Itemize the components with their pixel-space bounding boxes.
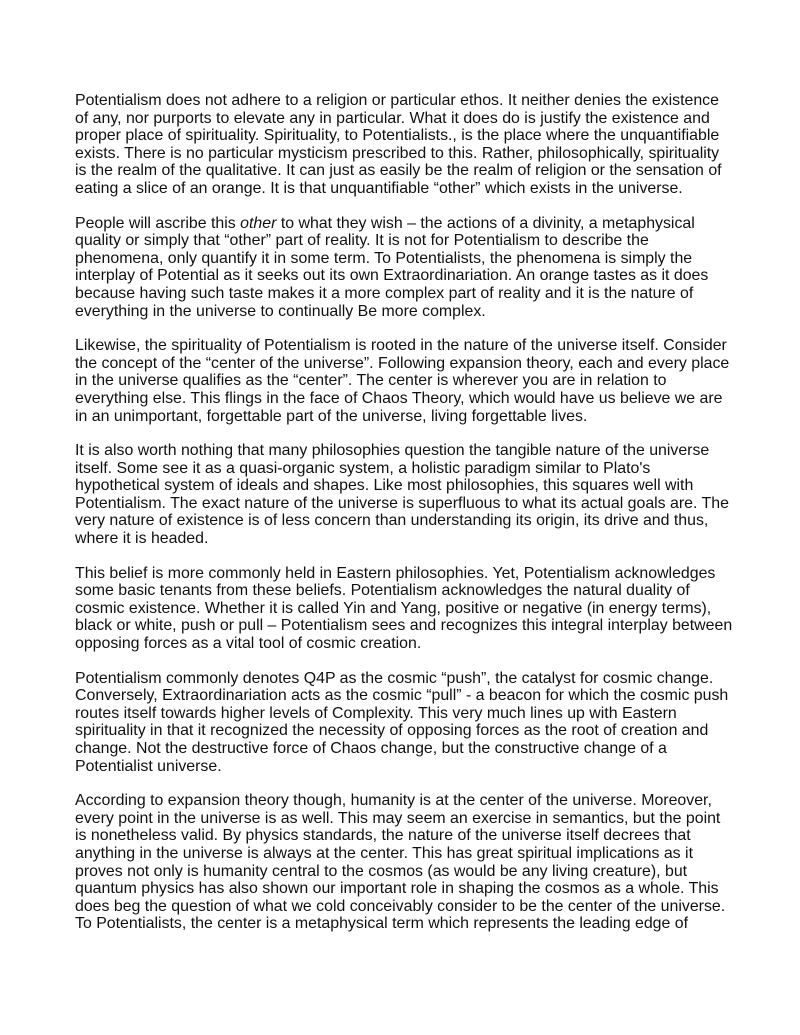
text-line: exists. There is no particular mysticism prescribed to this. Rather, philosophically, spirituality	[75, 144, 720, 162]
text-line: every point in the universe is as well. This may seem an exercise in semantics, but the point	[75, 809, 721, 827]
text-line: It is also worth nothing that many philosophies question the tangible nature of the universe	[75, 442, 710, 460]
text-line: phenomena, only quantify it in some term. To Potentialists, the phenomena is simply the	[75, 249, 693, 267]
text-line: This belief is more commonly held in Eastern philosophies. Yet, Potentialism acknowledges	[75, 564, 716, 582]
paragraph-5	[75, 564, 733, 653]
paragraph-7	[75, 792, 730, 933]
paragraph-6	[75, 670, 730, 776]
text-line: is the realm of the qualitative. It can just as easily be the realm of religion or the sensation of	[75, 162, 722, 180]
text-line: change. Not the destructive force of Chaos change, but the constructive change of a	[75, 740, 667, 757]
text-line: quantum physics has also shown our important role in shaping the cosmos as a whole. This	[75, 880, 719, 898]
text-line: According to expansion theory though, humanity is at the center of the universe. Moreover,	[75, 792, 712, 810]
text-line: quality or simply that “other” part of reality. It is not for Potentialism to describe the	[75, 232, 649, 250]
text-line: is nonetheless valid. By physics standards, the nature of the universe itself decrees that	[75, 827, 691, 845]
paragraph-1	[75, 92, 730, 198]
text-line: anything in the universe is always at the center. This has great spiritual implications as it	[75, 844, 693, 862]
text-line: Potentialism commonly denotes Q4P as the cosmic “push”, the catalyst for cosmic change.	[75, 669, 714, 687]
text-line: everything else. This flings in the face of Chaos Theory, which would have us believe we are	[75, 389, 723, 407]
text-line: Potentialist universe.	[75, 757, 222, 775]
text-line: the concept of the “center of the universe”. Following expansion theory, each and every place	[75, 354, 730, 372]
text-line: of any, nor purports to elevate any in particular. What it does do is justify the existence and	[75, 109, 710, 127]
text-line: some basic tenants from these beliefs. Potentialism acknowledges the natural duality of	[75, 582, 690, 600]
text-line	[75, 215, 730, 233]
text-line: To Potentialists, the center is a metaphysical term which represents the leading edge of	[75, 915, 688, 933]
text-line: Potentialism does not adhere to a religion or particular ethos. It neither denies the existence	[75, 92, 719, 109]
text-line: Potentialism. The exact nature of the universe is superfluous to what its actual goals are. The	[75, 494, 729, 512]
emphasized-word: other	[240, 214, 277, 232]
text-line: because having such taste makes it a more complex part of reality and it is the nature of	[75, 284, 694, 302]
text-line: does beg the question of what we cold conceivably consider to be the center of the universe.	[75, 897, 726, 915]
text-line: opposing forces as a vital tool of cosmic creation.	[75, 635, 422, 653]
text-line: eating a slice of an orange. It is that unquantifiable “other” which exists in the universe.	[75, 179, 683, 197]
text-line: itself. Some see it as a quasi-organic system, a holistic paradigm similar to Plato's	[75, 459, 651, 477]
text-line: black or white, push or pull – Potentialism sees and recognizes this integral interplay between	[75, 617, 733, 635]
text-line: Likewise, the spirituality of Potentialism is rooted in the nature of the universe itself. Consider	[75, 337, 727, 355]
text-line: very nature of existence is of less concern than understanding its origin, its drive and thus,	[75, 512, 709, 530]
text-line: where it is headed.	[75, 530, 209, 548]
text-run: People will ascribe this	[75, 214, 241, 232]
text-line: hypothetical system of ideals and shapes. Like most philosophies, this squares well with	[75, 477, 694, 495]
text-line: Conversely, Extraordinariation acts as the cosmic “pull” - a beacon for which the cosmic push	[75, 687, 729, 705]
text-line: proper place of spirituality. Spirituality, to Potentialists., is the place where the unquantifiable	[75, 127, 720, 145]
text-line: cosmic existence. Whether it is called Yin and Yang, positive or negative (in energy terms),	[75, 599, 712, 617]
document-page	[75, 92, 733, 950]
text-line: everything in the universe to continually Be more complex.	[75, 302, 486, 320]
text-line: spirituality in that it recognized the necessity of opposing forces as the root of creation and	[75, 722, 709, 740]
text-line: in an unimportant, forgettable part of the universe, living forgettable lives.	[75, 407, 588, 425]
paragraph-2	[75, 215, 730, 321]
paragraph-4	[75, 442, 730, 548]
text-run: to what they wish – the actions of a divinity, a metaphysical	[276, 214, 695, 232]
text-line: proves not only is humanity central to the cosmos (as would be any living creature), but	[75, 862, 688, 880]
paragraph-3	[75, 337, 730, 425]
text-line: interplay of Potential as it seeks out its own Extraordinariation. An orange tastes as it does	[75, 267, 709, 285]
text-line: routes itself towards higher levels of Complexity. This very much lines up with Eastern	[75, 704, 677, 722]
text-line: in the universe qualifies as the “center”. The center is wherever you are in relation to	[75, 372, 667, 390]
